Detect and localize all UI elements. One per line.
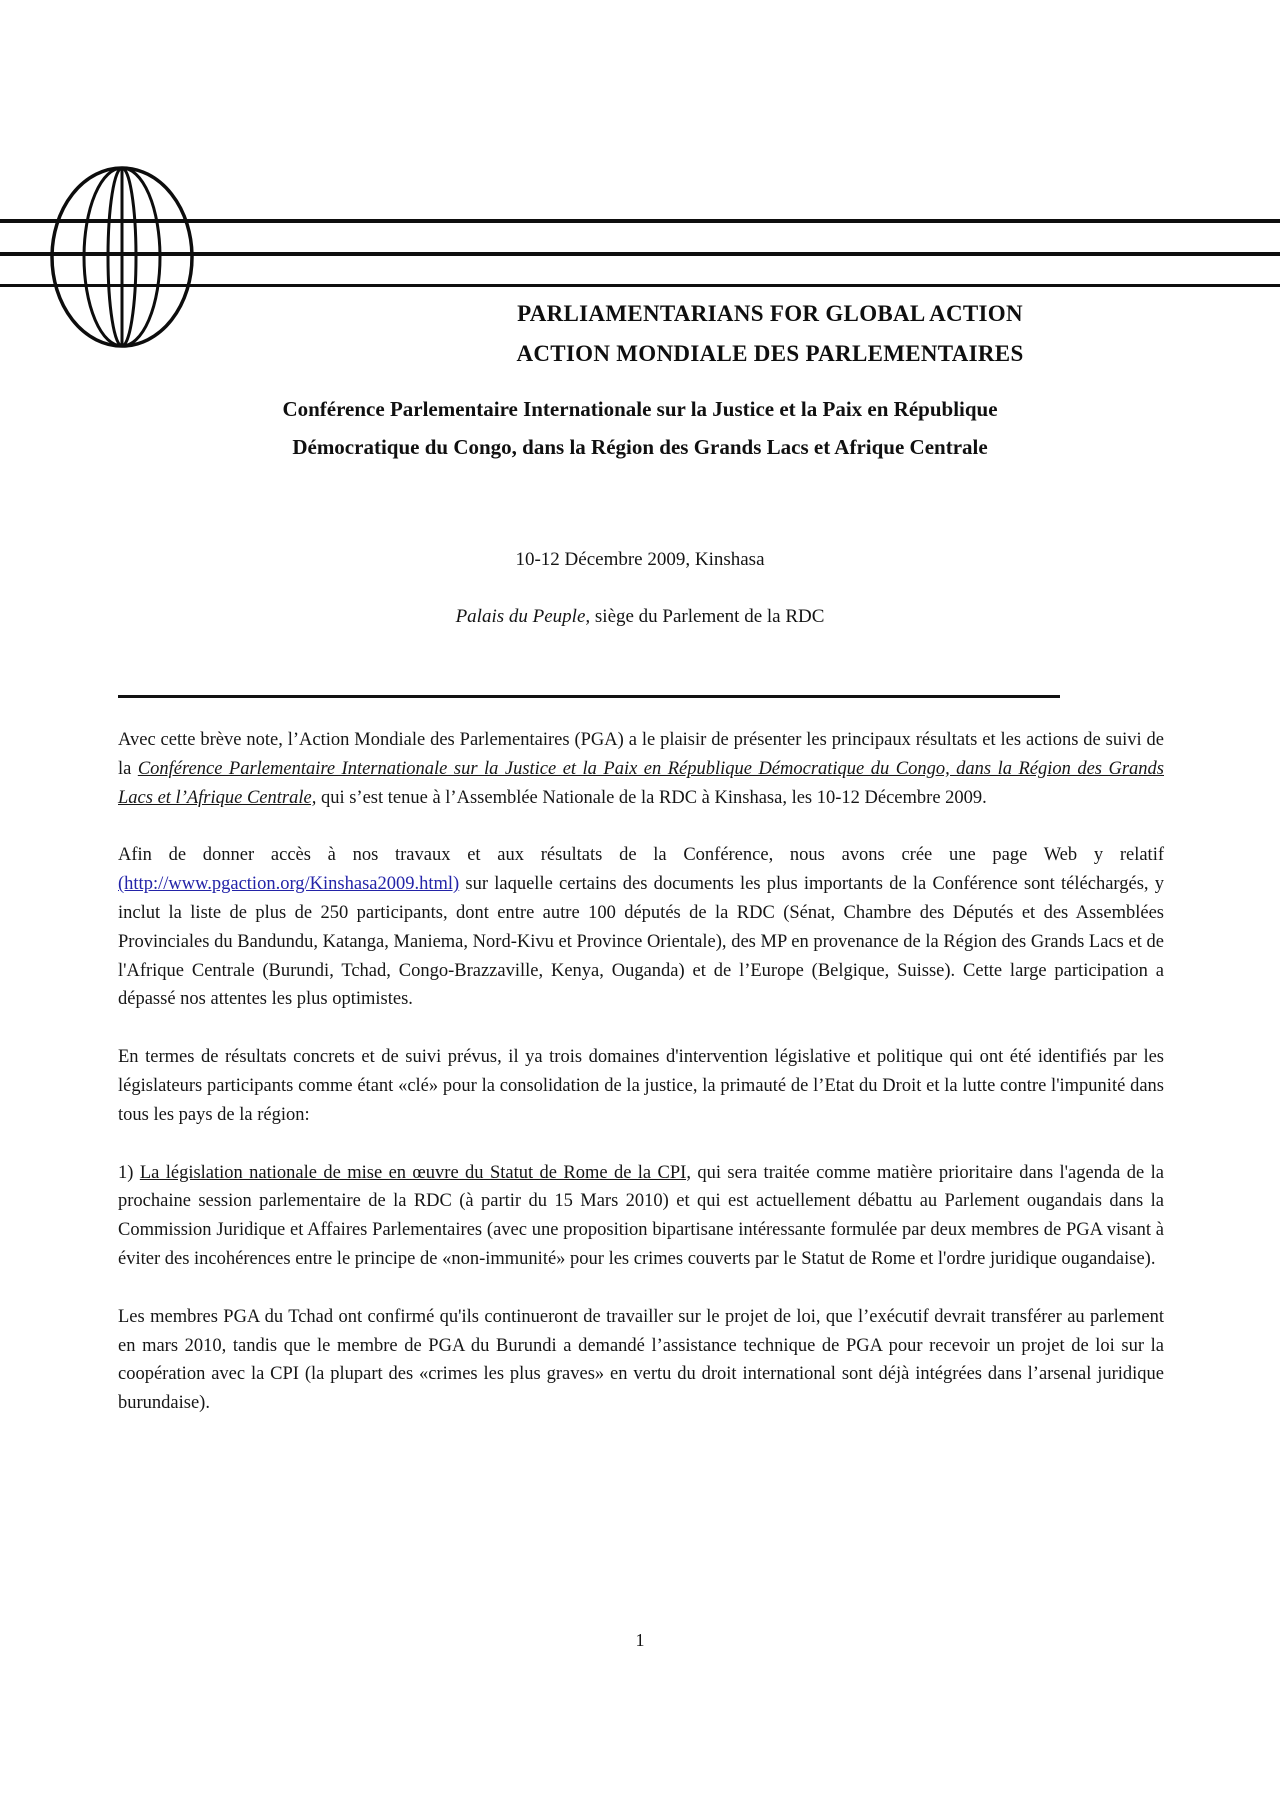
- venue-description: siège du Parlement de la RDC: [590, 606, 825, 627]
- conference-title-line2: Démocratique du Congo, dans la Région des Grands Lacs et Afrique Centrale: [292, 435, 988, 459]
- venue-name: Palais du Peuple,: [455, 606, 591, 627]
- org-name-french: ACTION MONDIALE DES PARLEMENTAIRES: [516, 341, 1024, 366]
- conference-venue: [0, 606, 1280, 628]
- document-body: [118, 726, 1164, 1447]
- p2-text-before: Afin de donner accès à nos travaux et aux résultats de la Conférence, nous avons crée une page Web y relatif: [118, 845, 1164, 866]
- section-divider-rule: [118, 695, 1060, 698]
- paragraph-results: En termes de résultats concrets et de suivi prévus, il ya trois domaines d'intervention législative et politique qui ont été identifiés par les législateurs participants comme étant «clé» pour la consolidation de la justice, la primauté de l’Etat du Droit et la lutte contre l'impunité dans tous les pays de la région:: [118, 1047, 1164, 1125]
- page-number: 1: [635, 1630, 645, 1650]
- kinshasa-webpage-link[interactable]: (http://www.pgaction.org/Kinshasa2009.html): [118, 874, 460, 895]
- p1-text-after: qui s’est tenue à l’Assemblée Nationale de la RDC à Kinshasa, les 10-12 Décembre 2009.: [316, 787, 987, 808]
- paragraph-intro: [118, 726, 1164, 812]
- paragraph-tchad-burundi: Les membres PGA du Tchad ont confirmé qu'ils continueront de travailler sur le projet de loi, que l’exécutif devrait transférer au parlement en mars 2010, tandis que le membre de PGA du Burundi a demandé l’assistance technique de PGA pour recevoir un projet de loi sur la coopération avec la CPI (la plupart des «crimes les plus graves» en vertu du droit international sont déjà intégrées dans l’arsenal juridique burundaise).: [118, 1306, 1164, 1414]
- conference-date: 10-12 Décembre 2009, Kinshasa: [515, 549, 765, 570]
- p4-legislation-heading-underlined: La législation nationale de mise en œuvre du Statut de Rome de la CPI,: [139, 1162, 691, 1183]
- p4-item-number: 1): [118, 1162, 140, 1183]
- p2-text-after: sur laquelle certains des documents les plus importants de la Conférence sont téléchargés, y inclut la liste de plus de 250 participants, dont entre autre 100 députés de la RDC (Sénat, Chambre des Députés et des Assemblées Provinciales du Bandundu, Katanga, Maniema, Nord-Kivu et Province Orientale), des MP en provenance de la Région des Grands Lacs et de l'Afrique Centrale (Burundi, Tchad, Congo-Brazzaville, Kenya, Ouganda) et de l’Europe (Belgique, Suisse). Cette large participation a dépassé nos attentes les plus optimistes.: [118, 874, 1164, 1010]
- globe-logo-icon: [48, 164, 198, 350]
- conference-title: [90, 390, 1190, 466]
- org-name-english: PARLIAMENTARIANS FOR GLOBAL ACTION: [517, 301, 1023, 326]
- conference-title-line1: Conférence Parlementaire Internationale sur la Justice et la Paix en République: [282, 397, 998, 421]
- paragraph-legislation: [118, 1159, 1164, 1274]
- org-name-block: [400, 294, 1140, 374]
- p1-conference-name-emphasis: Conférence Parlementaire Internationale sur la Justice et la Paix en République Démocratique du Congo, dans la Région des Grands Lacs et l’Afrique Centrale,: [118, 758, 1164, 808]
- p4-text-after: qui sera traitée comme matière prioritaire dans l'agenda de la prochaine session parlementaire de la RDC (à partir du 15 Mars 2010) et qui est actuellement débattu au Parlement ougandais dans la Commission Juridique et Affaires Parlementaires (avec une proposition bipartisane intéressante formulée par deux membres de PGA visant à éviter des incohérences entre le principe de «non-immunité» pour les crimes couverts par le Statut de Rome et l'ordre juridique ougandaise).: [118, 1162, 1164, 1269]
- p1-text-before: Avec cette brève note, l’Action Mondiale des Parlementaires (PGA) a le plaisir de présenter les principaux résultats et les actions de suivi de la: [118, 730, 1164, 779]
- paragraph-webpage: [118, 841, 1164, 1014]
